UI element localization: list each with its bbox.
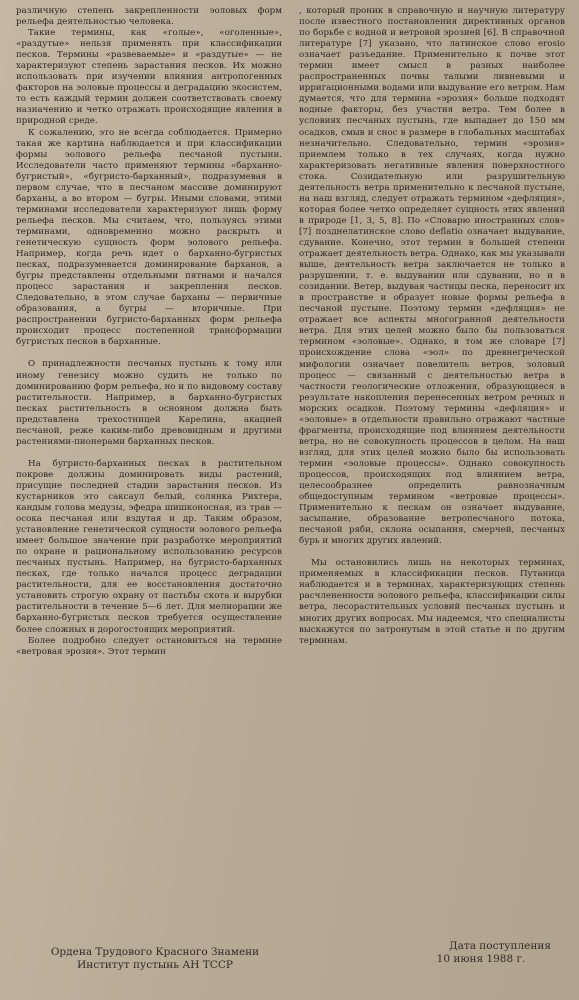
paragraph: различную степень закрепленности эоловых форм рельефа деятельностью человека. — [16, 6, 282, 28]
institution-block — [30, 946, 280, 972]
paragraph: На бугристо-барханных песках в растительном покрове должны доминировать виды растений, присущие последней стадии зарастания песков. Из кустарников это саксаул белый, солянка Рихтера, кандым голова медузы, эфедра шишконосная, из трав — осока песчаная или вздутая и др. Таким образом, установление генетической сущности эолового рельефа имеет большое значение при разработке мероприятий по охране и рациональному использованию ресурсов песчаных пустынь. Например, на бугристо-барханных песках, где только начался процесс деградации растительности, для ее восстановления достаточно установить строгую охрану от пастьбы скота и вырубки растительности в течение 5—6 лет. Для мелиорации же барханно-бугристых песков требуется осуществление более сложных и дорогостоящих мероприятий. — [16, 458, 282, 635]
paragraph: О принадлежности песчаных пустынь к тому или иному генезису можно судить не только по доминированию форм рельефа, но и по видовому составу растительности. Например, в барханно-бугристых песках растительность в основном должна быть представлена трехостницей Карелина, акацией песчаной, реже каким-либо древовидным и другими растениями-пионерами барханных песков. — [16, 359, 282, 447]
paragraph: К сожалению, это не всегда соблюдается. Примерно такая же картина наблюдается и при классификации формы эолового рельефа песчаной пустыни. Исследователи часто применяют термины «барханно-бугристый», «бугристо-барханный», подразумевая в первом случае, что в песчаном массиве доминируют барханы, а во втором — бугры. Иными словами, этими терминами исследователи характеризуют лишь форму рельефа песков. Мы считаем, что, пользуясь этими терминами, одновременно можно раскрыть и генетическую сущность форм эолового рельефа. Например, когда речь идет о барханно-бугристых песках, подразумевается доминирование барханов, а бугры представлены отдельными пятнами и начался процесс зарастания и закрепления песков. Следовательно, в этом случае барханы — первичные образования, а бугры — вторичные. При распространении бугристо-барханных форм рельефа происходит процесс постепенной трансформации бугристых песков в барханные. — [16, 127, 282, 348]
received-date-value: 10 июня 1988 г. — [436, 953, 526, 965]
paragraph: Такие термины, как «голые», «оголенные», «раздутые» нельзя применять при классификации песков. Термины «развеваемые» и «раздутые» — не характеризуют степень зарастания песков. Их можно использовать при изучении влияния антропогенных факторов на эоловые процессы и деградацию экосистем, то есть каждый термин должен соответствовать своему назначению и четко отражать происходящие явления в природной среде. — [16, 28, 282, 127]
institution-line-2: Институт пустынь АН ТССР — [77, 959, 233, 971]
paragraph: , который проник в справочную и научную литературу после известного постановления директивных органов по борьбе с водной и ветровой эрозией [6]. В справочной литературе [7] указано, что латинское слово erosio означает разъедание. Применительно к почве этот термин имеет смысл в разных наиболее распространенных почвы талыми ливневыми и ирригационными водами или выдувание его ветром. Нам думается, что для термина «эрозия» больше подходят водные факторы, без участия ветра. Тем более в условиях песчаных пустынь, где выпадает до 150 мм осадков, смыв и снос в размере в глобальных масштабах незначительно. Следовательно, термин «эрозия» приемлем только в тех случаях, когда нужно характеризовать негативные явления поверхностного стока. Созидательную или разрушительную деятельность ветра применительно к песчаной пустыне, на наш взгляд, следует отражать термином «дефляция», которая более четко определяет сущность этих явлений в природе [1, 3, 5, 8]. По «Словарю иностранных слов» [7] позднелатинское слово deflatio означает выдувание, сдувание. Конечно, этот термин в большей степени отражает деятельность ветра. Однако, как мы указывали выше, деятельность ветра заключается не только в разрушении, т. е. выдувании или сдувании, но и в созидании. Ветер, выдувая частицы песка, переносит их в пространстве и образует новые формы рельефа в песчаной пустыне. Поэтому термин «дефляция» не отражает все аспекты многогранной деятельности ветра. Для этих целей можно было бы пользоваться термином «эоловые». Однако, в том же словаре [7] происхождение слова «эол» по древнегреческой мифологии означает повелитель ветров, золовый процесс — связанный с деятельностью ветра в частности геологические отложения, образующиеся в результате накопления перенесенных ветром речных и морских осадков. Поэтому термины «дефляция» и «эоловые» в отдельности правильно отражают частные фрагменты, происходящие под влиянием деятельности ветра, но не совокупность процессов в целом. На наш взгляд, для этих целей можно было бы использовать термин «эоловые процессы». Однако совокупность процессов, происходящих под влиянием ветра, целесообразнее определить равнозначным общедоступным термином «ветровые процессы». Применительно к пескам он означает выдувание, засыпание, образование ветропесчаного потока, песчаной ряби, склона осыпания, смерчей, песчаных бурь и многих других явлений. — [299, 6, 565, 547]
left-column — [16, 6, 282, 941]
paragraph: Мы остановились лишь на некоторых терминах, применяемых в классификации песков. Путаница наблюдается и в терминах, характеризующих степень расчлененности эолового рельефа, классификации силы ветра, лесорастительных условий песчаных пустынь и многих других вопросах. Мы надеемся, что специалисты выскажутся по затронутым в этой статье и по другим терминам. — [299, 558, 565, 646]
paragraph: Более подробно следует остановиться на термине «ветровая эрозия». Этот термин — [16, 635, 282, 657]
right-column — [299, 6, 565, 941]
article-footer — [0, 940, 579, 990]
received-date-label: Дата поступления — [449, 940, 551, 952]
institution-line-1: Ордена Трудового Красного Знамени — [50, 946, 260, 958]
received-date-block — [411, 940, 551, 966]
article-columns — [16, 6, 565, 941]
